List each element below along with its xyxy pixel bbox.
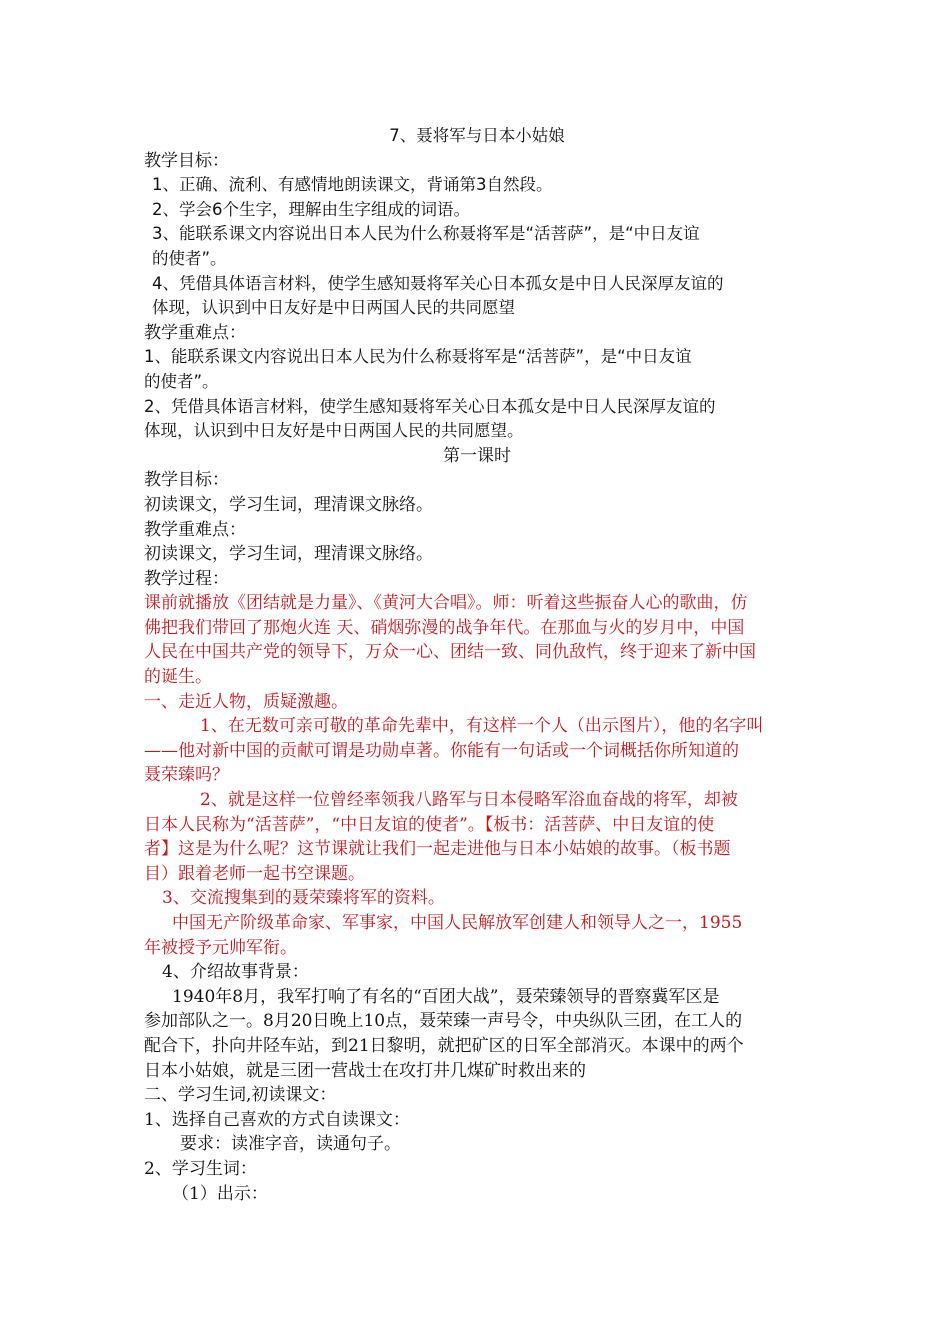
text-line: 参加部队之一。8月20日晚上10点，聂荣臻一声号令，中央纵队三团，在工人的 xyxy=(144,1011,743,1032)
text-line: 2、凭借具体语言材料，使学生感知聂将军关心日本孤女是中日人民深厚友谊的 xyxy=(144,396,716,416)
text-line: 2、就是这样一位曾经率领我八路军与日本侵略军浴血奋战的将军，却被 xyxy=(200,790,738,811)
text-line: 的使者”。 xyxy=(152,248,227,268)
text-line: 教学重难点： xyxy=(144,519,246,540)
text-line: 中国无产阶级革命家、军事家，中国人民解放军创建人和领导人之一，1955 xyxy=(172,913,743,933)
text-line: 1940年8月，我军打响了有名的“百团大战”，聂荣臻领导的晋察冀军区是 xyxy=(172,986,720,1007)
text-line: 日本人民称为“活菩萨”，“中日友谊的使者”。【板书：活菩萨、中日友谊的使 xyxy=(144,814,715,835)
text-line: 3、能联系课文内容说出日本人民为什么称聂将军是“活菩萨”，是“中日友谊 xyxy=(152,224,700,244)
text-line: 第一课时 xyxy=(443,445,511,466)
text-line: 年被授予元帅军衔。 xyxy=(144,937,297,958)
text-line: 体现，认识到中日友好是中日两国人民的共同愿望 xyxy=(152,298,515,318)
text-line: 教学目标： xyxy=(144,470,229,491)
text-line: 佛把我们带回了那炮火连 天、硝烟弥漫的战争年代。在那血与火的岁月中，中国 xyxy=(144,617,745,638)
text-line: 4、介绍故事背景： xyxy=(162,962,309,983)
text-line: 二、学习生词,初读课文： xyxy=(144,1085,337,1106)
text-line: 的诞生。 xyxy=(144,667,212,688)
text-line: 教学过程： xyxy=(144,568,229,589)
text-line: 1、正确、流利、有感情地朗读课文，背诵第3自然段。 xyxy=(152,175,553,195)
text-line: 配合下，扑向井陉车站，到21日黎明，就把矿区的日军全部消灭。本课中的两个 xyxy=(144,1035,744,1056)
text-line: 1、能联系课文内容说出日本人民为什么称聂将军是“活菩萨”，是“中日友谊 xyxy=(144,347,692,367)
text-line: 的使者”。 xyxy=(144,371,219,391)
document-body xyxy=(144,149,810,1207)
text-line: 1、选择自己喜欢的方式自读课文： xyxy=(144,1109,410,1130)
text-line: 1、在无数可亲可敬的革命先辈中，有这样一个人（出示图片），他的名字叫 xyxy=(200,716,764,737)
text-line: 初读课文，学习生词，理清课文脉络。 xyxy=(144,544,433,565)
text-line: 教学目标： xyxy=(144,150,229,171)
text-line: ——他对新中国的贡献可谓是功勋卓著。你能有一句话或一个词概括你所知道的 xyxy=(144,740,739,761)
text-line: 人民在中国共产党的领导下，万众一心、团结一致、同仇敌忾，终于迎来了新中国 xyxy=(144,642,756,663)
document-title: 7、聂将军与日本小姑娘 xyxy=(389,126,565,145)
text-line: 4、凭借具体语言材料，使学生感知聂将军关心日本孤女是中日人民深厚友谊的 xyxy=(152,273,724,293)
text-line: 者】这是为什么呢？这节课就让我们一起走进他与日本小姑娘的故事。（板书题 xyxy=(144,839,731,860)
text-line: 聂荣臻吗？ xyxy=(144,765,229,786)
text-line: 目）跟着老师一起书空课题。 xyxy=(144,863,365,884)
text-line: 要求：读准字音，读通句子。 xyxy=(180,1134,401,1155)
text-line: 日本小姑娘，就是三团一营战士在攻打井几煤矿时救出来的 xyxy=(144,1060,586,1081)
text-line: 2、学会6个生字，理解由生字组成的词语。 xyxy=(152,199,470,219)
text-line: 3、交流搜集到的聂荣臻将军的资料。 xyxy=(162,888,445,909)
text-line: 初读课文，学习生词，理清课文脉络。 xyxy=(144,494,433,515)
text-line: 教学重难点： xyxy=(144,322,246,343)
text-line: （1）出示： xyxy=(172,1183,268,1204)
text-line: 课前就播放《团结就是力量》、《黄河大合唱》。师：听着这些振奋人心的歌曲，仿 xyxy=(144,593,748,614)
text-line: 2、学习生词： xyxy=(144,1158,257,1179)
text-line: 一、走近人物，质疑激趣。 xyxy=(144,691,348,712)
document-page xyxy=(144,124,810,1206)
text-line: 体现，认识到中日友好是中日两国人民的共同愿望。 xyxy=(144,421,524,441)
